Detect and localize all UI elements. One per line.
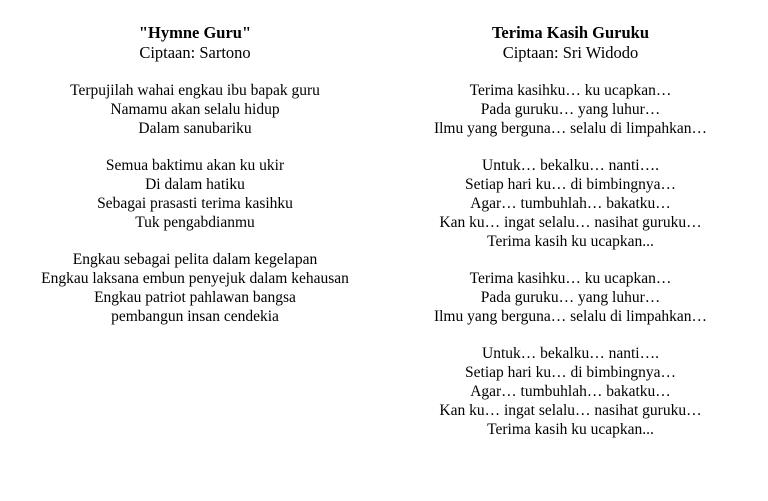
lyric-line: Terima kasih ku ucapkan... [487,233,654,250]
lyric-line: Terpujilah wahai engkau ibu bapak guru [70,82,320,99]
lyric-line: Agar… tumbuhlah… bakatku… [470,195,671,212]
lyric-line: Terima kasih ku ucapkan... [487,421,654,438]
lyric-line: Setiap hari ku… di bimbingnya… [465,176,676,193]
lyric-line: Sebagai prasasti terima kasihku [97,195,293,212]
lyric-line: Kan ku… ingat selalu… nasihat guruku… [439,214,702,231]
lyric-line: Agar… tumbuhlah… bakatku… [470,383,671,400]
lyric-line: Terima kasihku… ku ucapkan… [469,82,672,99]
lyric-line: Pada guruku… yang luhur… [480,101,661,118]
stanza-4 [398,344,743,439]
lyric-line: Pada guruku… yang luhur… [480,289,661,306]
stanza-3 [398,269,743,326]
lyric-line: Semua baktimu akan ku ukir [105,157,285,174]
lyric-line: pembangun insan cendekia [111,308,279,325]
lyric-line: Dalam sanubariku [138,120,252,137]
lyric-line: Untuk… bekalku… nanti…. [482,345,659,362]
song-author: Ciptaan: Sri Widodo [502,43,639,62]
song-terima-kasih-guruku [398,23,743,439]
song-hymne-guru [20,23,370,326]
stanza-1 [20,81,370,138]
song-title: Terima Kasih Guruku [491,23,650,42]
lyric-line: Engkau patriot pahlawan bangsa [94,289,296,306]
stanza-1 [398,81,743,138]
lyric-line: Terima kasihku… ku ucapkan… [469,270,672,287]
lyric-line: Engkau sebagai pelita dalam kegelapan [72,251,318,268]
stanza-2 [398,156,743,251]
lyric-line: Engkau laksana embun penyejuk dalam kehausan [41,270,349,287]
lyric-line: Setiap hari ku… di bimbingnya… [465,364,676,381]
lyric-line: Untuk… bekalku… nanti…. [482,157,659,174]
lyric-line: Tuk pengabdianmu [135,214,255,231]
song-title: "Hymne Guru" [138,23,252,42]
stanza-3 [20,250,370,326]
lyric-line: Di dalam hatiku [145,176,245,193]
lyric-line: Ilmu yang berguna… selalu di limpahkan… [433,120,708,137]
lyric-line: Namamu akan selalu hidup [110,101,280,118]
lyric-line: Ilmu yang berguna… selalu di limpahkan… [433,308,708,325]
lyric-line: Kan ku… ingat selalu… nasihat guruku… [439,402,702,419]
song-author: Ciptaan: Sartono [139,43,251,62]
stanza-2 [20,156,370,232]
